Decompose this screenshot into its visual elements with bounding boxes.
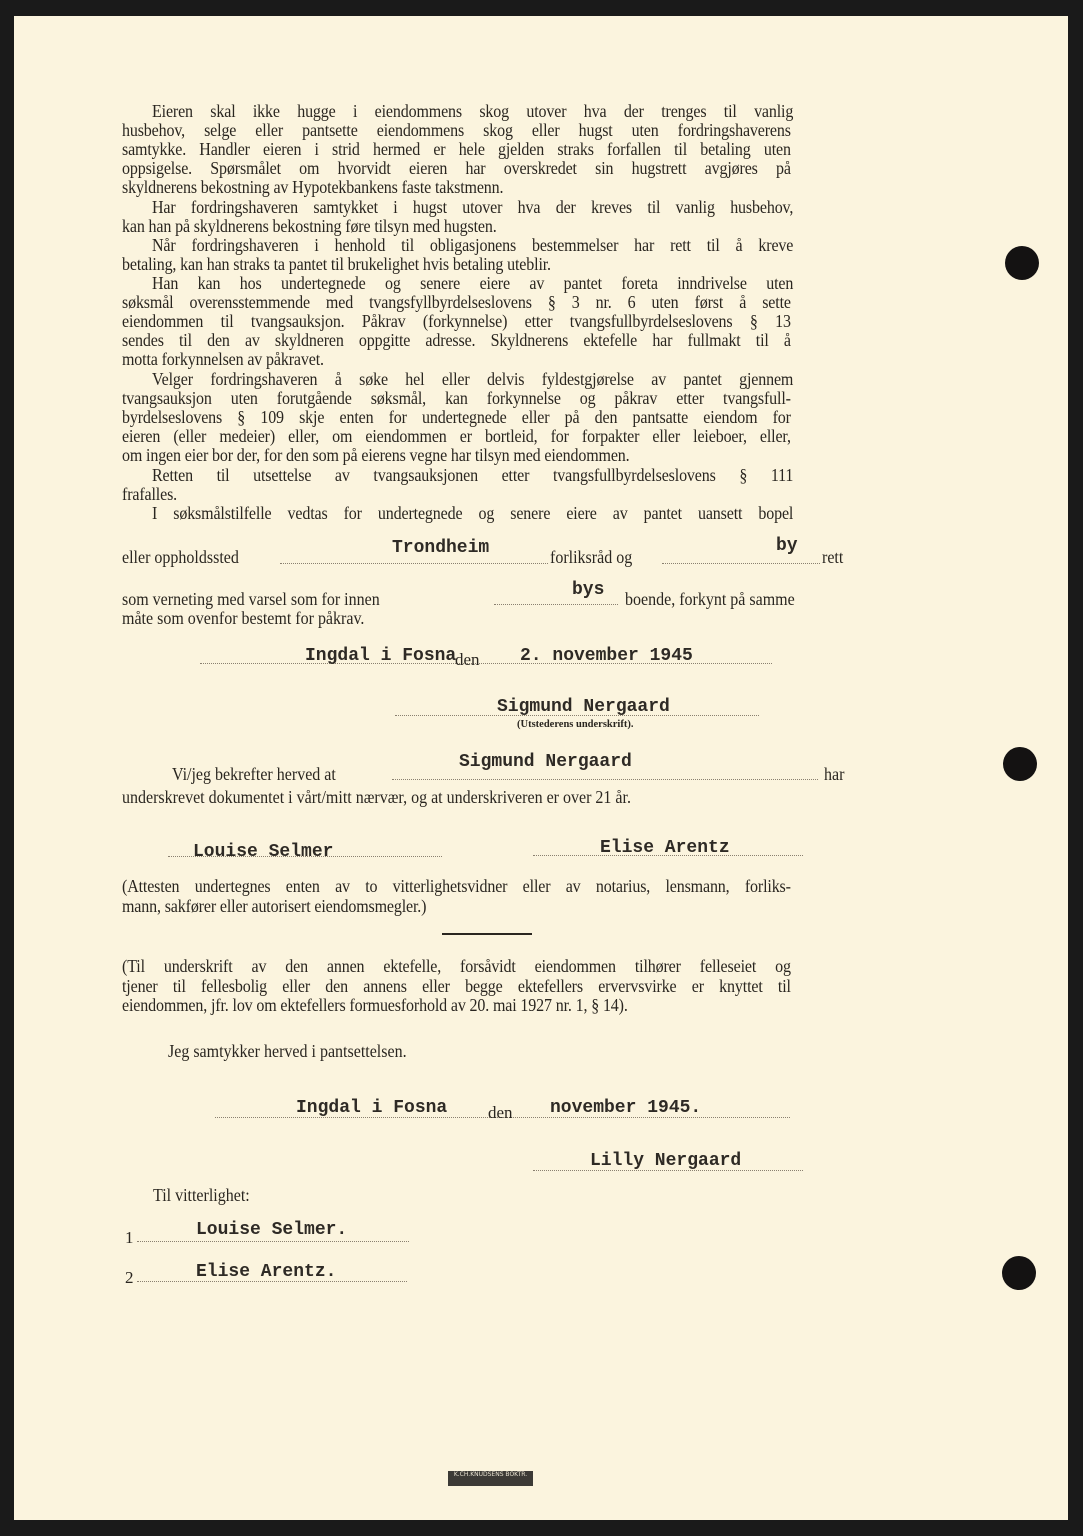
issuer-place-field[interactable]: Ingdal i Fosna [305, 646, 457, 666]
attest-note-line: mann, sakfører eller autorisert eiendomsmegler.) [122, 896, 427, 916]
text-line: om ingen eier bor der, for den som på eierens vegne har tilsyn med eiendommen. [122, 445, 630, 465]
divider-rule [442, 933, 532, 935]
court-place-field[interactable]: Trondheim [392, 538, 490, 558]
attested-name-field[interactable]: Sigmund Nergaard [459, 752, 632, 772]
text-line: motta forkynnelsen av påkravet. [122, 349, 324, 369]
witness-2-signature[interactable]: Elise Arentz [600, 838, 730, 858]
text-line: eieren (eller medeier) eller, om eiendommen er bortleid, for forpakter eller leieboer, eller, [122, 426, 791, 446]
attestation-suffix: har [824, 764, 845, 784]
attested-name-line [392, 779, 818, 780]
court-type-field[interactable]: by [776, 536, 798, 556]
punch-hole-icon [1002, 1256, 1036, 1290]
court-place-field-line [280, 563, 548, 564]
text-line: byrdelseslovens § 109 skje enten for undertegnede eller på den pantsatte eiendom for [122, 407, 791, 427]
attestation-line2: underskrevet dokumentet i vårt/mitt nærvær, og at underskriveren er over 21 år. [122, 787, 631, 807]
text-line: Han kan hos undertegnede og senere eiere av pantet foreta inndrivelse uten [152, 273, 794, 293]
attestation-prefix: Vi/jeg bekrefter herved at [172, 764, 336, 784]
den-label: den [455, 650, 480, 669]
jurisdiction-field-line [494, 604, 618, 605]
court-type-field-line [662, 563, 820, 564]
witness-name-field[interactable]: Louise Selmer. [196, 1220, 348, 1240]
consent-place-field[interactable]: Ingdal i Fosna [296, 1098, 448, 1118]
witnesses-heading: Til vitterlighet: [153, 1185, 250, 1205]
attest-note-line: (Attesten undertegnes enten av to vitterlighetsvidner eller av notarius, lensmann, forliks- [122, 876, 791, 896]
text-line: søksmål overensstemmende med tvangsfyllbyrdelseslovens § 3 nr. 6 uten først å sette [122, 292, 791, 312]
den-label: den [488, 1103, 513, 1122]
signature-caption: (Utstederens underskrift). [517, 719, 634, 730]
spouse-note-line: eiendommen, jfr. lov om ektefellers formuesforhold av 20. mai 1927 nr. 1, § 14). [122, 995, 628, 1015]
venue-line2-suffix: boende, forkynt på samme [625, 589, 795, 609]
spouse-note-line: tjener til fellesbolig eller den annens eller begge ektefellers ervervsvirke er knyttet til [122, 976, 791, 996]
text-line: sendes til den av skyldneren oppgitte adresse. Skyldnerens ektefelle har fullmakt til å [122, 330, 791, 350]
witness-line [137, 1241, 409, 1242]
text-line: oppsigelse. Spørsmålet om hvorvidt eieren har overskredet sin hugstrett avgjøres på [122, 158, 791, 178]
consent-date-field[interactable]: november 1945. [550, 1098, 702, 1118]
text-line: Eieren skal ikke hugge i eiendommens skog utover hva der trenges til vanlig [152, 101, 794, 121]
venue-line3: måte som ovenfor bestemt for påkrav. [122, 608, 365, 628]
text-line: tvangsauksjon uten forutgående søksmål, kan forkynnelse og påkrav etter tvangsfull- [122, 388, 791, 408]
text-line: husbehov, selge eller pantsette eiendommens skog eller hugst uten fordringshaverens [122, 120, 791, 140]
text-line: Retten til utsettelse av tvangsauksjonen etter tvangsfullbyrdelseslovens § 111 [152, 465, 794, 485]
witness-number: 1 [125, 1228, 134, 1247]
venue-prefix: eller oppholdssted [122, 547, 239, 567]
venue-line2-prefix: som verneting med varsel som for innen [122, 589, 380, 609]
witness-name-field[interactable]: Elise Arentz. [196, 1262, 337, 1282]
text-line: Velger fordringshaveren å søke hel eller delvis fyldestgjørelse av pantet gjennem [152, 369, 794, 389]
punch-hole-icon [1003, 747, 1037, 781]
issuer-signature[interactable]: Sigmund Nergaard [497, 697, 670, 717]
text-line: frafalles. [122, 484, 178, 504]
consent-text: Jeg samtykker herved i pantsettelsen. [168, 1041, 407, 1061]
printer-stamp: K.CH.KNUDSENS BOKTR. [448, 1471, 533, 1486]
text-line: Når fordringshaveren i henhold til obligasjonens bestemmelser har rett til å kreve [152, 235, 794, 255]
text-line: betaling, kan han straks ta pantet til brukelighet hvis betaling uteblir. [122, 254, 551, 274]
issuer-date-field[interactable]: 2. november 1945 [520, 646, 693, 666]
venue-suffix: rett [822, 547, 844, 567]
punch-hole-icon [1005, 246, 1039, 280]
witness-1-signature[interactable]: Louise Selmer [193, 842, 334, 862]
text-line: samtykke. Handler eieren i strid hermed er hele gjelden straks forfallen til betaling uten [122, 139, 791, 159]
text-line: eiendommen til tvangsauksjon. Påkrav (forkynnelse) etter tvangsfullbyrdelseslovens § 13 [122, 311, 791, 331]
jurisdiction-field[interactable]: bys [572, 580, 605, 600]
spouse-note-line: (Til underskrift av den annen ektefelle, forsåvidt eiendommen tilhører felleseiet og [122, 956, 791, 976]
witness-number: 2 [125, 1268, 134, 1287]
text-line: kan han på skyldnerens bekostning føre tilsyn med hugsten. [122, 216, 497, 236]
text-line: skyldnerens bekostning av Hypotekbankens faste takstmenn. [122, 177, 504, 197]
text-line: I søksmålstilfelle vedtas for undertegnede og senere eiere av pantet uansett bopel [152, 503, 794, 523]
venue-mid: forliksråd og [550, 547, 633, 567]
spouse-signature[interactable]: Lilly Nergaard [590, 1151, 742, 1171]
text-line: Har fordringshaveren samtykket i hugst utover hva der kreves til vanlig husbehov, [152, 197, 794, 217]
